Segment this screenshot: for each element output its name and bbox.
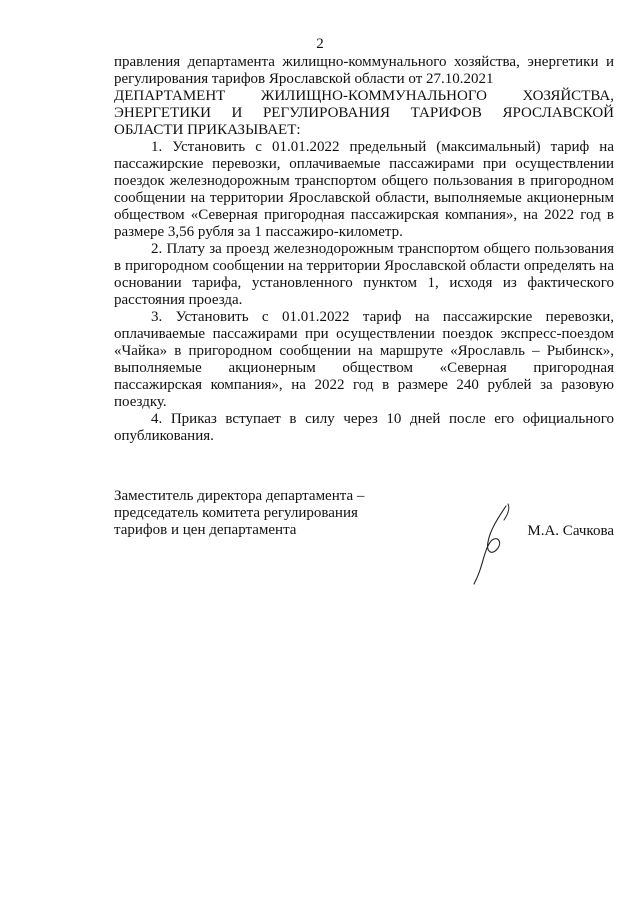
order-heading-line: ОБЛАСТИ ПРИКАЗЫВАЕТ: — [114, 122, 301, 138]
intro-paragraph: правления департамента жилищно-коммунального хозяйства, энергетики и регулирования тарифов Ярославской области от 27.10.2021 — [114, 54, 614, 87]
signer-title-line: Заместитель директора департамента – — [114, 488, 365, 504]
handwritten-signature — [468, 498, 528, 588]
order-heading-line: ДЕПАРТАМЕНТ ЖИЛИЩНО-КОММУНАЛЬНОГО ХОЗЯЙСТВА, ЭНЕРГЕТИКИ И РЕГУЛИРОВАНИЯ ТАРИФОВ ЯРОСЛАВСКОЙ — [114, 88, 614, 121]
signer-title-line: тарифов и цен департамента — [114, 522, 297, 538]
order-heading — [114, 88, 614, 139]
signer-name: М.А. Сачкова — [527, 523, 614, 539]
signer-title-line: председатель комитета регулирования — [114, 505, 358, 521]
order-item-3: 3. Установить с 01.01.2022 тариф на пассажирские перевозки, оплачиваемые пассажирами при осуществлении поездок экспресс-поездом «Чайка» в пригородном сообщении на маршруте «Ярославль – Рыбинск», выполняемые акционерным обществом «Северная пригородная пассажирская компания», на 2022 год в размере 240 рублей за разовую поездку. — [114, 309, 614, 410]
order-item-1: 1. Установить с 01.01.2022 предельный (максимальный) тариф на пассажирские перевозки, оплачиваемые пассажирами при осуществлении поездок железнодорожным транспортом общего пользования в пригородном сообщении на территории Ярославской области, выполняемые акционерным обществом «Северная пригородная пассажирская компания», на 2022 год в размере 3,56 рубля за 1 пассажиро-километр. — [114, 139, 614, 240]
document-body — [114, 54, 614, 445]
page-number: 2 — [316, 36, 324, 52]
order-item-4: 4. Приказ вступает в силу через 10 дней после его официального опубликования. — [114, 411, 614, 444]
order-item-2: 2. Плату за проезд железнодорожным транспортом общего пользования в пригородном сообщении на территории Ярославской области определять на основании тарифа, установленного пунктом 1, исходя из фактического расстояния проезда. — [114, 241, 614, 308]
